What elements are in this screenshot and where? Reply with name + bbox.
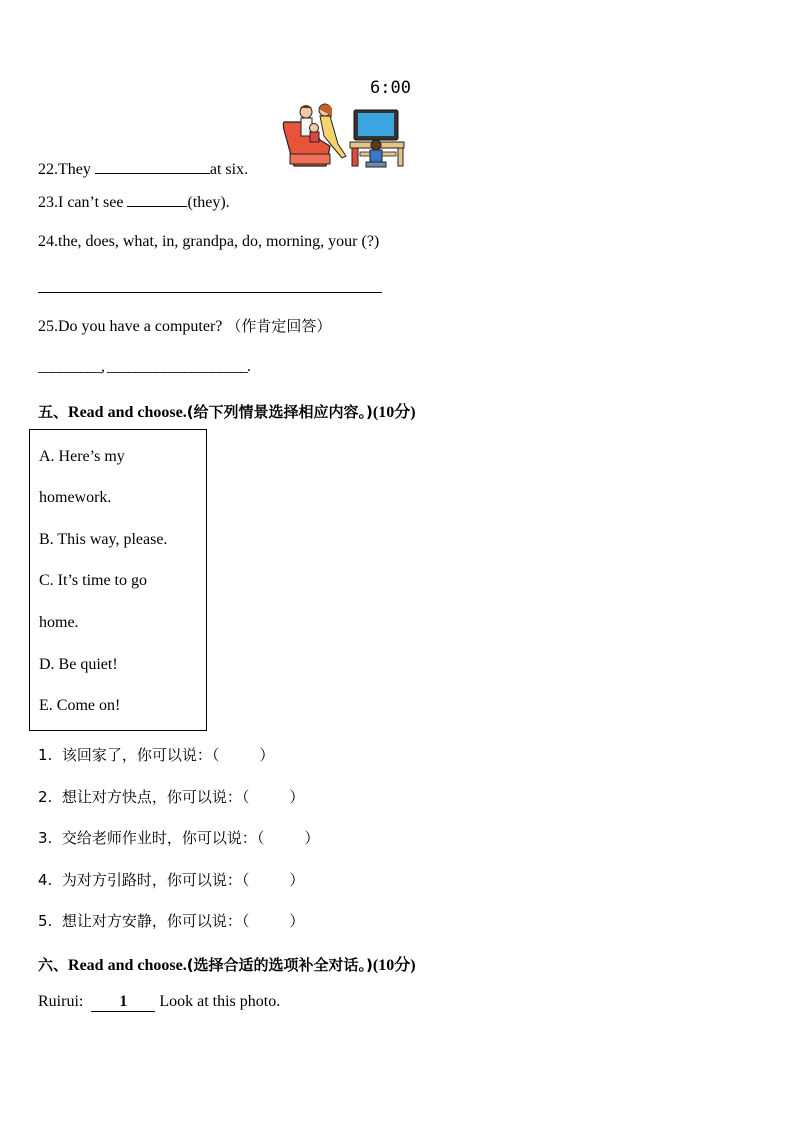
item-text: 为对方引路时，你可以说：（ xyxy=(61,871,250,889)
question-number: 24. xyxy=(38,233,58,250)
section-5-heading xyxy=(38,399,416,422)
item-number: 5. xyxy=(38,912,53,930)
item-text: 想让对方安静，你可以说：（ xyxy=(61,912,250,930)
item-close: ） xyxy=(259,746,275,764)
item-close: ） xyxy=(304,829,320,847)
option-c-line2: home. xyxy=(39,614,79,631)
situation-item-1 xyxy=(38,744,274,765)
option-c-line1: C. It’s time to go xyxy=(39,572,147,589)
question-24 xyxy=(38,233,379,251)
question-text: at six. xyxy=(209,161,249,178)
question-number: 22. xyxy=(38,161,58,178)
question-25 xyxy=(38,315,331,336)
situation-item-4 xyxy=(38,869,304,890)
situation-item-3 xyxy=(38,827,319,848)
section-title-en: Read and choose. xyxy=(68,957,187,974)
option-a-line1: A. Here’s my xyxy=(39,448,125,465)
answer-blank[interactable] xyxy=(127,191,187,207)
section-prefix: 六、 xyxy=(38,956,69,974)
item-close: ） xyxy=(289,871,305,889)
item-close: ） xyxy=(289,788,305,806)
item-number: 1. xyxy=(38,746,53,764)
option-e: E. Come on! xyxy=(39,697,121,714)
section-title-en: Read and choose. xyxy=(68,404,187,421)
question-text: I can’t see xyxy=(58,194,128,211)
section-6-heading xyxy=(38,952,416,975)
situation-item-5 xyxy=(38,910,304,931)
question-22 xyxy=(38,158,248,179)
item-number: 3. xyxy=(38,829,53,847)
question-text: Do you have a computer? xyxy=(58,318,223,335)
dialog-speaker: Ruirui: xyxy=(38,993,84,1010)
item-text: 交给老师作业时，你可以说：（ xyxy=(61,829,265,847)
section-title-cn: (选择合适的选项补全对话。) xyxy=(186,956,373,974)
answer-blank[interactable] xyxy=(95,158,210,174)
option-a-line2: homework. xyxy=(39,489,112,506)
options-box xyxy=(29,429,207,731)
question-note: （作肯定回答） xyxy=(226,317,332,335)
dialog-blank-number: 1 xyxy=(119,993,128,1010)
option-d: D. Be quiet! xyxy=(39,656,118,673)
section-score: (10分) xyxy=(372,404,416,421)
answer-line-25[interactable]: _________, ____________________. xyxy=(38,358,250,375)
item-text: 该回家了，你可以说：（ xyxy=(61,746,220,764)
situation-item-2 xyxy=(38,786,304,807)
section-score: (10分) xyxy=(372,957,416,974)
answer-line-24[interactable] xyxy=(38,292,382,293)
item-text: 想让对方快点，你可以说：（ xyxy=(61,788,250,806)
item-close: ） xyxy=(289,912,305,930)
dialog-text: Look at this photo. xyxy=(159,993,281,1010)
section-title-cn: (给下列情景选择相应内容。) xyxy=(186,403,373,421)
question-text: (they). xyxy=(187,194,230,211)
question-number: 25. xyxy=(38,318,58,335)
question-text: the, does, what, in, grandpa, do, morning, your (?) xyxy=(58,233,380,250)
section-prefix: 五、 xyxy=(38,403,69,421)
clock-time-label: 6:00 xyxy=(370,78,411,98)
dialog-line-1 xyxy=(38,993,280,1012)
item-number: 2. xyxy=(38,788,53,806)
question-text: They xyxy=(58,161,95,178)
option-b: B. This way, please. xyxy=(39,531,168,548)
item-number: 4. xyxy=(38,871,53,889)
question-number: 23. xyxy=(38,194,58,211)
dialog-blank[interactable] xyxy=(91,993,155,1012)
family-watching-tv-illustration xyxy=(280,100,410,172)
question-23 xyxy=(38,191,230,212)
